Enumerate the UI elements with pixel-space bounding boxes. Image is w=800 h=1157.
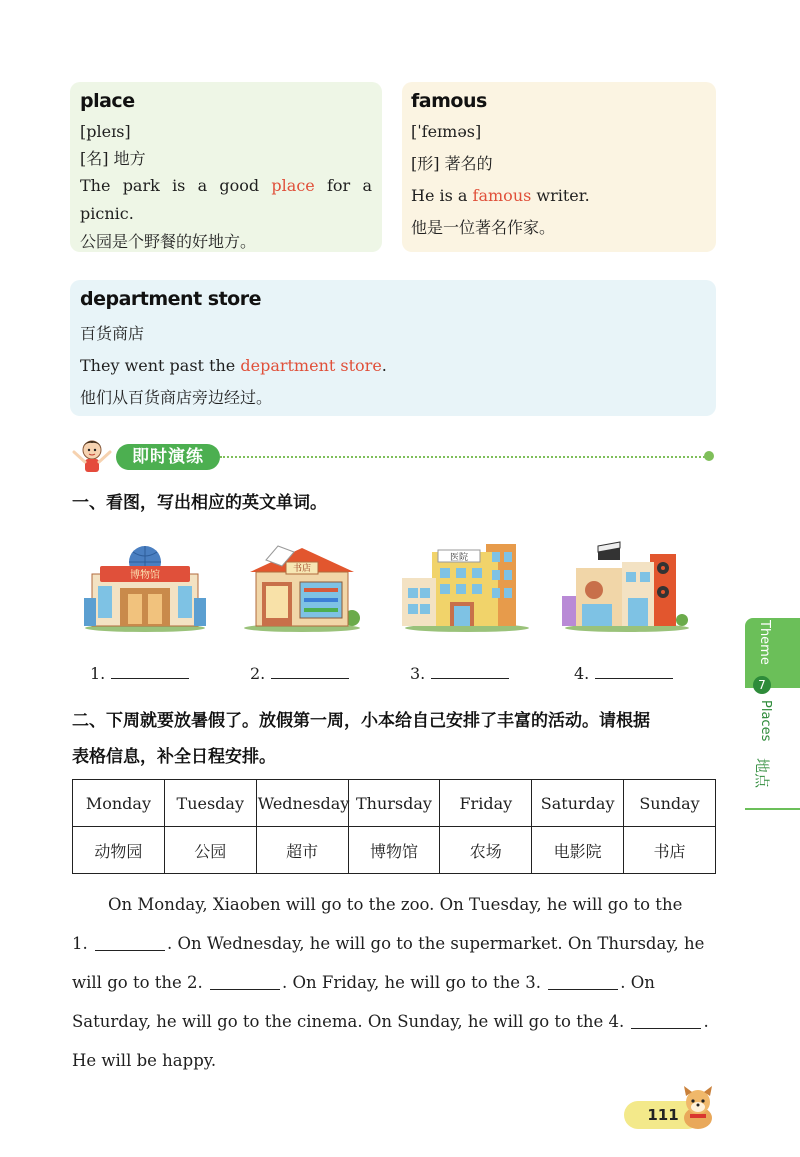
picture-4 — [562, 538, 692, 634]
picture-1 — [80, 538, 210, 634]
banner-divider — [220, 456, 708, 458]
place-cell: 博物馆 — [348, 827, 440, 874]
answer-blank-1[interactable]: 1. — [90, 664, 189, 683]
places-label: Places — [758, 700, 773, 742]
theme-number: 7 — [753, 676, 771, 694]
vocab-card-department-store — [70, 280, 716, 416]
vocab-word: department store — [80, 288, 261, 310]
day-cell: Monday — [73, 780, 165, 827]
banner-end-dot — [704, 451, 714, 461]
day-cell: Friday — [440, 780, 532, 827]
schedule-table — [72, 779, 716, 874]
cloze-blank-3[interactable] — [548, 989, 618, 990]
banner-label: 即时演练 — [116, 444, 220, 470]
hospital-sign: 医院 — [449, 553, 469, 563]
day-cell: Thursday — [348, 780, 440, 827]
day-cell: Wednesday — [256, 780, 348, 827]
question-2-title-line2: 表格信息，补全日程安排。 — [72, 747, 276, 767]
answer-blank-4[interactable]: 4. — [574, 664, 673, 683]
vocab-example: He is a famous writer. — [411, 186, 590, 205]
practice-banner — [70, 436, 720, 476]
museum-icon — [80, 538, 210, 634]
cloze-blank-4[interactable] — [631, 1028, 701, 1029]
vocab-phonetic: [ˈfeɪməs] — [411, 122, 482, 141]
bookstore-sign: 书店 — [292, 564, 312, 574]
day-cell: Sunday — [624, 780, 716, 827]
vocab-pos: [名] 地方 — [80, 149, 146, 168]
day-cell: Tuesday — [164, 780, 256, 827]
answer-blank-2[interactable]: 2. — [250, 664, 349, 683]
kid-mascot-icon — [70, 436, 114, 476]
vocab-translation: 公园是个野餐的好地方。 — [80, 232, 257, 251]
vocab-word: place — [80, 90, 135, 112]
vocab-pos: [形] 著名的 — [411, 154, 493, 173]
hospital-icon — [402, 538, 532, 634]
place-cell: 农场 — [440, 827, 532, 874]
table-row — [73, 827, 716, 874]
day-cell: Saturday — [532, 780, 624, 827]
cinema-icon — [562, 538, 692, 634]
theme-label: Theme — [757, 620, 772, 665]
places-zh-label: 地点 — [753, 758, 771, 789]
vocab-card-place — [70, 82, 382, 252]
vocab-translation: 他是一位著名作家。 — [411, 218, 556, 237]
cloze-paragraph: On Monday, Xiaoben will go to the zoo. On Tuesday, he will go to the 1. . On Wednesday, he will go to the supermarket. On Thursday, he will go to the 2. . On Friday, he will go to the 3. . On Saturday, he will go to the cinema. On Sunday, he will go to the 4. . He will be happy. — [72, 895, 709, 1070]
vocab-phonetic: [pleɪs] — [80, 122, 131, 141]
dog-mascot-icon — [676, 1084, 720, 1132]
picture-3 — [402, 538, 532, 634]
place-cell: 书店 — [624, 827, 716, 874]
answer-blank-3[interactable]: 3. — [410, 664, 509, 683]
place-cell: 动物园 — [73, 827, 165, 874]
vocab-example: The park is a good place for a picnic. — [80, 176, 372, 223]
vocab-translation: 他们从百货商店旁边经过。 — [80, 388, 273, 407]
vocab-word: famous — [411, 90, 487, 112]
vocab-card-famous — [402, 82, 716, 252]
theme-side-tab — [745, 618, 800, 808]
vocab-example: They went past the department store. — [80, 356, 387, 375]
vocab-pos: 百货商店 — [80, 324, 145, 343]
place-cell: 电影院 — [532, 827, 624, 874]
place-cell: 超市 — [256, 827, 348, 874]
question-2-title-line1: 二、下周就要放暑假了。放假第一周，小本给自己安排了丰富的活动。请根据 — [72, 711, 650, 731]
question-1-title: 一、看图，写出相应的英文单词。 — [72, 493, 327, 513]
place-cell: 公园 — [164, 827, 256, 874]
museum-sign: 博物馆 — [130, 570, 160, 581]
page-number: 111 — [624, 1101, 702, 1129]
cloze-blank-1[interactable] — [95, 950, 165, 951]
bookstore-icon — [242, 538, 372, 634]
picture-2 — [242, 538, 372, 634]
cloze-blank-2[interactable] — [210, 989, 280, 990]
table-row — [73, 780, 716, 827]
